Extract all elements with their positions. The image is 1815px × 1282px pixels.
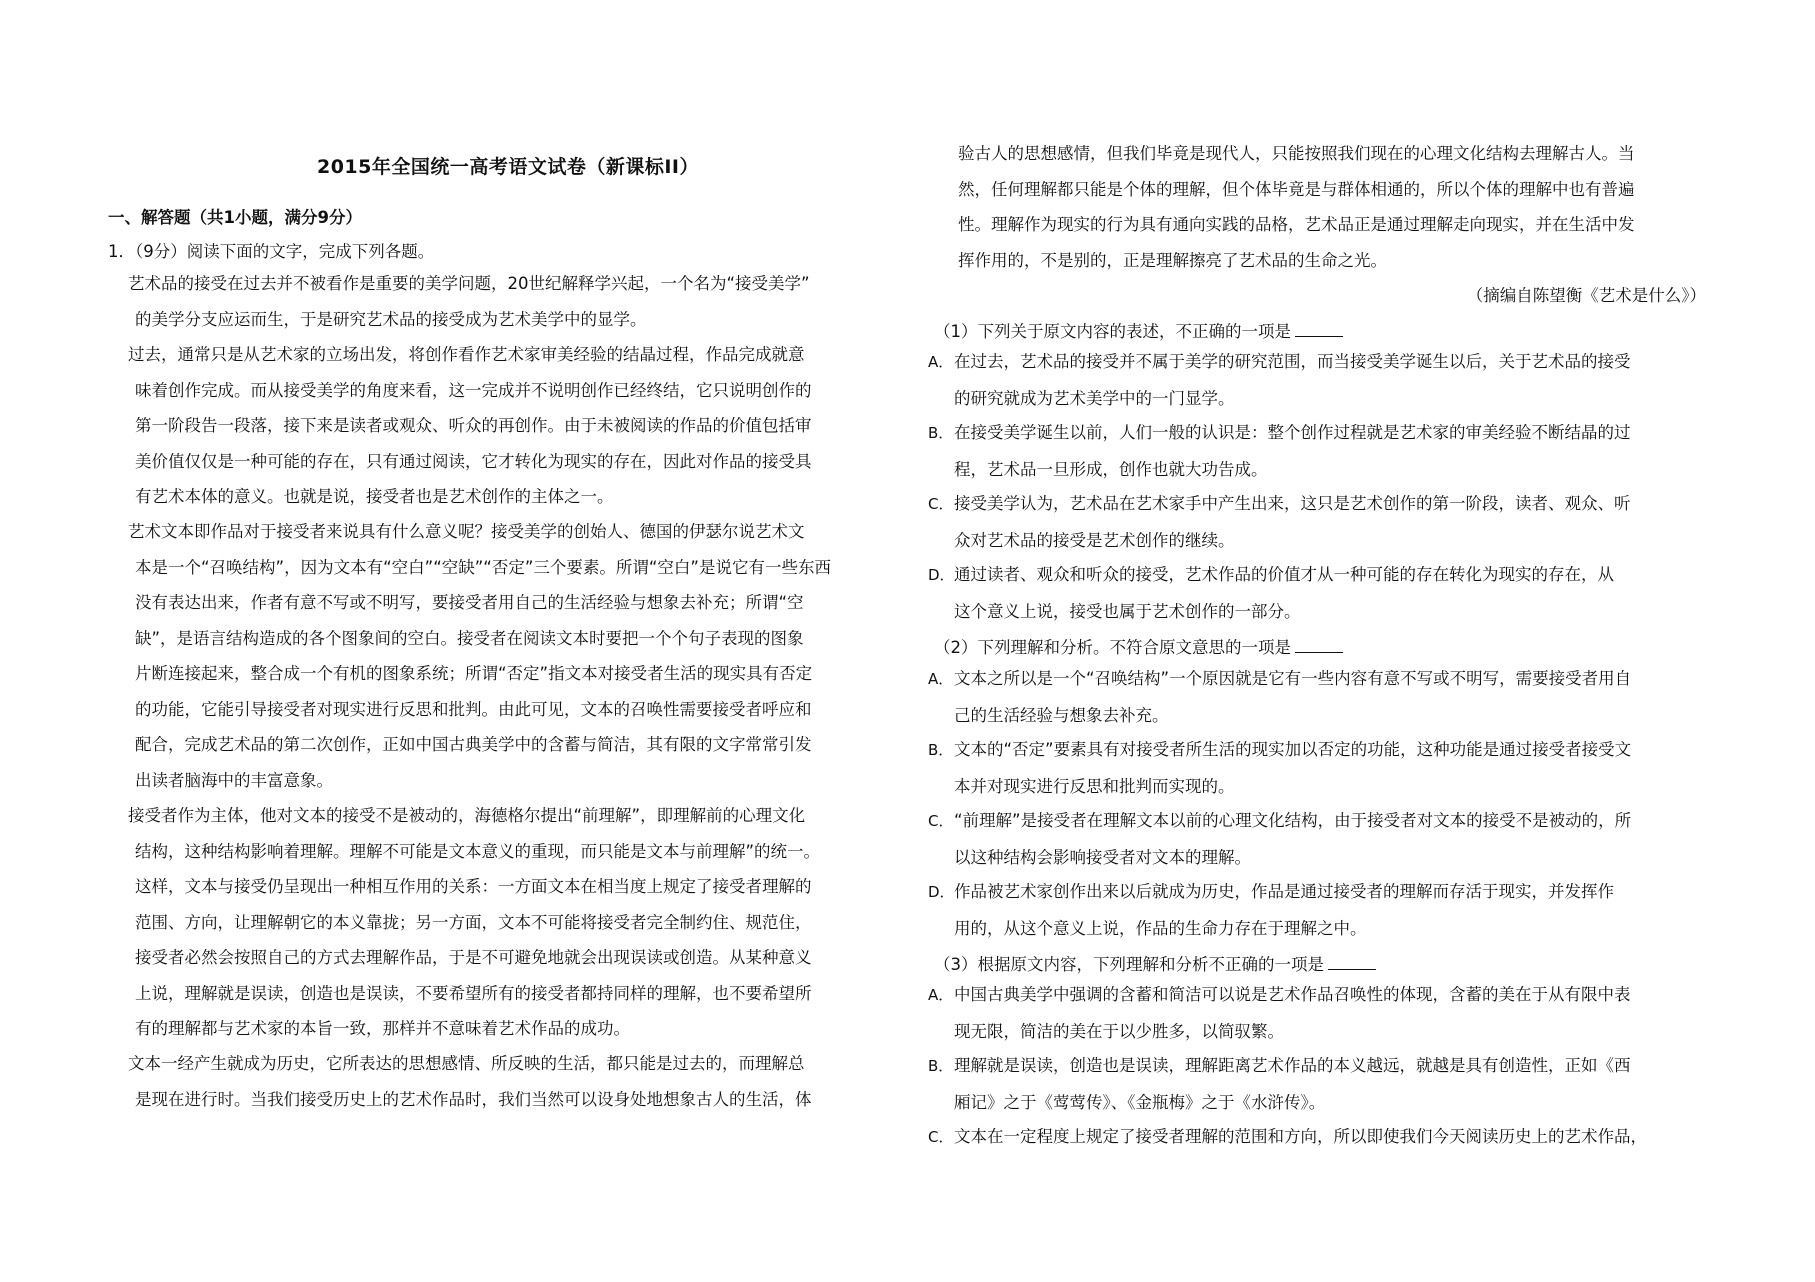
subquestion-2-option-c[interactable]: C．“前理解”是接受者在理解文本以前的心理文化结构，由于接受者对文本的接受不是被动的，所 以这种结构会影响接受者对文本的理解。: [928, 811, 1632, 867]
subquestion-3-option-c[interactable]: C．文本在一定程度上规定了接受者理解的范围和方向，所以即使我们今天阅读历史上的艺术作品，: [928, 1127, 1647, 1146]
subquestion-1-option-b[interactable]: B．在接受美学诞生以前，人们一般的认识是：整个创作过程就是艺术家的审美经验不断结晶的过 程，艺术品一旦形成，创作也就大功告成。: [928, 423, 1631, 479]
subquestion-2-option-b[interactable]: B．文本的“否定”要素具有对接受者所生活的现实加以否定的功能，这种功能是通过接受者接受文 本并对现实进行反思和批判而实现的。: [928, 740, 1632, 796]
section-heading: 一、解答题（共1小题，满分9分）: [108, 208, 362, 227]
subquestion-3-option-b[interactable]: B．理解就是误读，创造也是误读，理解距离艺术作品的本义越远，就越是具有创造性，正如《西 厢记》之于《莺莺传》、《金瓶梅》之于《水浒传》。: [928, 1056, 1631, 1112]
subquestion-2-option-a[interactable]: A．文本之所以是一个“召唤结构”一个原因就是它有一些内容有意不写或不明写，需要接受者用自 己的生活经验与想象去补充。: [928, 669, 1632, 725]
subquestion-2: （2）下列理解和分析。不符合原文意思的一项是: [934, 634, 1343, 658]
answer-blank[interactable]: [1328, 955, 1376, 970]
subquestion-1: （1）下列关于原文内容的表述，不正确的一项是: [934, 318, 1343, 342]
subquestion-3-option-a[interactable]: A．中国古典美学中强调的含蓄和简洁可以说是艺术作品召唤性的体现，含蓄的美在于从有限中表 现无限，简洁的美在于以少胜多，以简驭繁。: [928, 985, 1631, 1041]
subquestion-1-option-c[interactable]: C．接受美学认为，艺术品在艺术家手中产生出来，这只是艺术创作的第一阶段，读者、观众、听 众对艺术品的接受是艺术创作的继续。: [928, 494, 1631, 550]
subquestion-1-option-a[interactable]: A．在过去，艺术品的接受并不属于美学的研究范围，而当接受美学诞生以后，关于艺术品的接受 的研究就成为艺术美学中的一门显学。: [928, 352, 1631, 408]
answer-blank[interactable]: [1295, 638, 1343, 653]
passage-continuation: 验古人的思想感情，但我们毕竟是现代人，只能按照我们现在的心理文化结构去理解古人。当 然，任何理解都只能是个体的理解，但个体毕竟是与群体相通的，所以个体的理解中也有普遍 性。理解作为现实的行为具有通向实践的品格，艺术品正是通过理解走向现实，并在生活中发 挥作用的，不是别的，正是理解擦亮了艺术品的生命之光。: [958, 144, 1635, 270]
subquestion-3: （3）根据原文内容，下列理解和分析不正确的一项是: [934, 951, 1376, 975]
answer-blank[interactable]: [1295, 322, 1343, 337]
subquestion-1-option-d[interactable]: D．通过读者、观众和听众的接受，艺术作品的价值才从一种可能的存在转化为现实的存在，从 这个意义上说，接受也属于艺术创作的一部分。: [928, 565, 1614, 621]
passage-paragraph-5: 文本一经产生就成为历史，它所表达的思想感情、所反映的生活，都只能是过去的，而理解总 是现在进行时。当我们接受历史上的艺术作品时，我们当然可以设身处地想象古人的生活，体: [128, 1054, 812, 1109]
passage-paragraph-3: 艺术文本即作品对于接受者来说具有什么意义呢？接受美学的创始人、德国的伊瑟尔说艺术文 本是一个“召唤结构”，因为文本有“空白”“空缺”“否定”三个要素。所谓“空白”是说它有一些东西 没有表达出来，作者有意不写或不明写，要接受者用自己的生活经验与想象去补充；所谓“空 缺”，是语言结构造成的各个图象间的空白。接受者在阅读文本时要把一个个句子表现的图象 片断连接起来，整合成一个有机的图象系统；所谓“否定”指文本对接受者生活的现实具有否定 的功能，它能引导接受者对现实进行反思和批判。由此可见，文本的召唤性需要接受者呼应和 配合，完成艺术品的第二次创作，正如中国古典美学中的含蓄与简洁，其有限的文字常常引发 出读者脑海中的丰富意象。: [128, 522, 831, 790]
subquestion-2-option-d[interactable]: D．作品被艺术家创作出来以后就成为历史，作品是通过接受者的理解而存活于现实，并发挥作 用的，从这个意义上说，作品的生命力存在于理解之中。: [928, 882, 1614, 938]
passage-paragraph-4: 接受者作为主体，他对文本的接受不是被动的，海德格尔提出“前理解”，即理解前的心理文化 结构，这种结构影响着理解。理解不可能是文本意义的重现，而只能是文本与前理解”的统一。 这样，文本与接受仍呈现出一种相互作用的关系：一方面文本在相当度上规定了接受者理解的 范围、方向，让理解朝它的本义靠拢；另一方面，文本不可能将接受者完全制约住、规范住， 接受者必然会按照自己的方式去理解作品，于是不可避免地就会出现误读或创造。从某种意义 上说，理解就是误读，创造也是误读，不要希望所有的接受者都持同样的理解，也不要希望所 有的理解都与艺术家的本旨一致，那样并不意味着艺术作品的成功。: [128, 806, 821, 1038]
passage-paragraph-1: 艺术品的接受在过去并不被看作是重要的美学问题，20世纪解释学兴起，一个名为“接受美学” 的美学分支应运而生，于是研究艺术品的接受成为艺术美学中的显学。: [128, 274, 810, 329]
exam-title: 2015年全国统一高考语文试卷（新课标II）: [316, 156, 700, 178]
question-instruction: 1．（9分）阅读下面的文字，完成下列各题。: [108, 242, 435, 261]
passage-source: （摘编自陈望衡《艺术是什么》）: [1466, 286, 1706, 305]
passage-paragraph-2: 过去，通常只是从艺术家的立场出发，将创作看作艺术家审美经验的结晶过程，作品完成就意 味着创作完成。而从接受美学的角度来看，这一完成并不说明创作已经终结，它只说明创作的 第一阶段告一段落，接下来是读者或观众、听众的再创作。由于未被阅读的作品的价值包括审 美价值仅仅是一种可能的存在，只有通过阅读，它才转化为现实的存在，因此对作品的接受具 有艺术本体的意义。也就是说，接受者也是艺术创作的主体之一。: [128, 345, 812, 506]
